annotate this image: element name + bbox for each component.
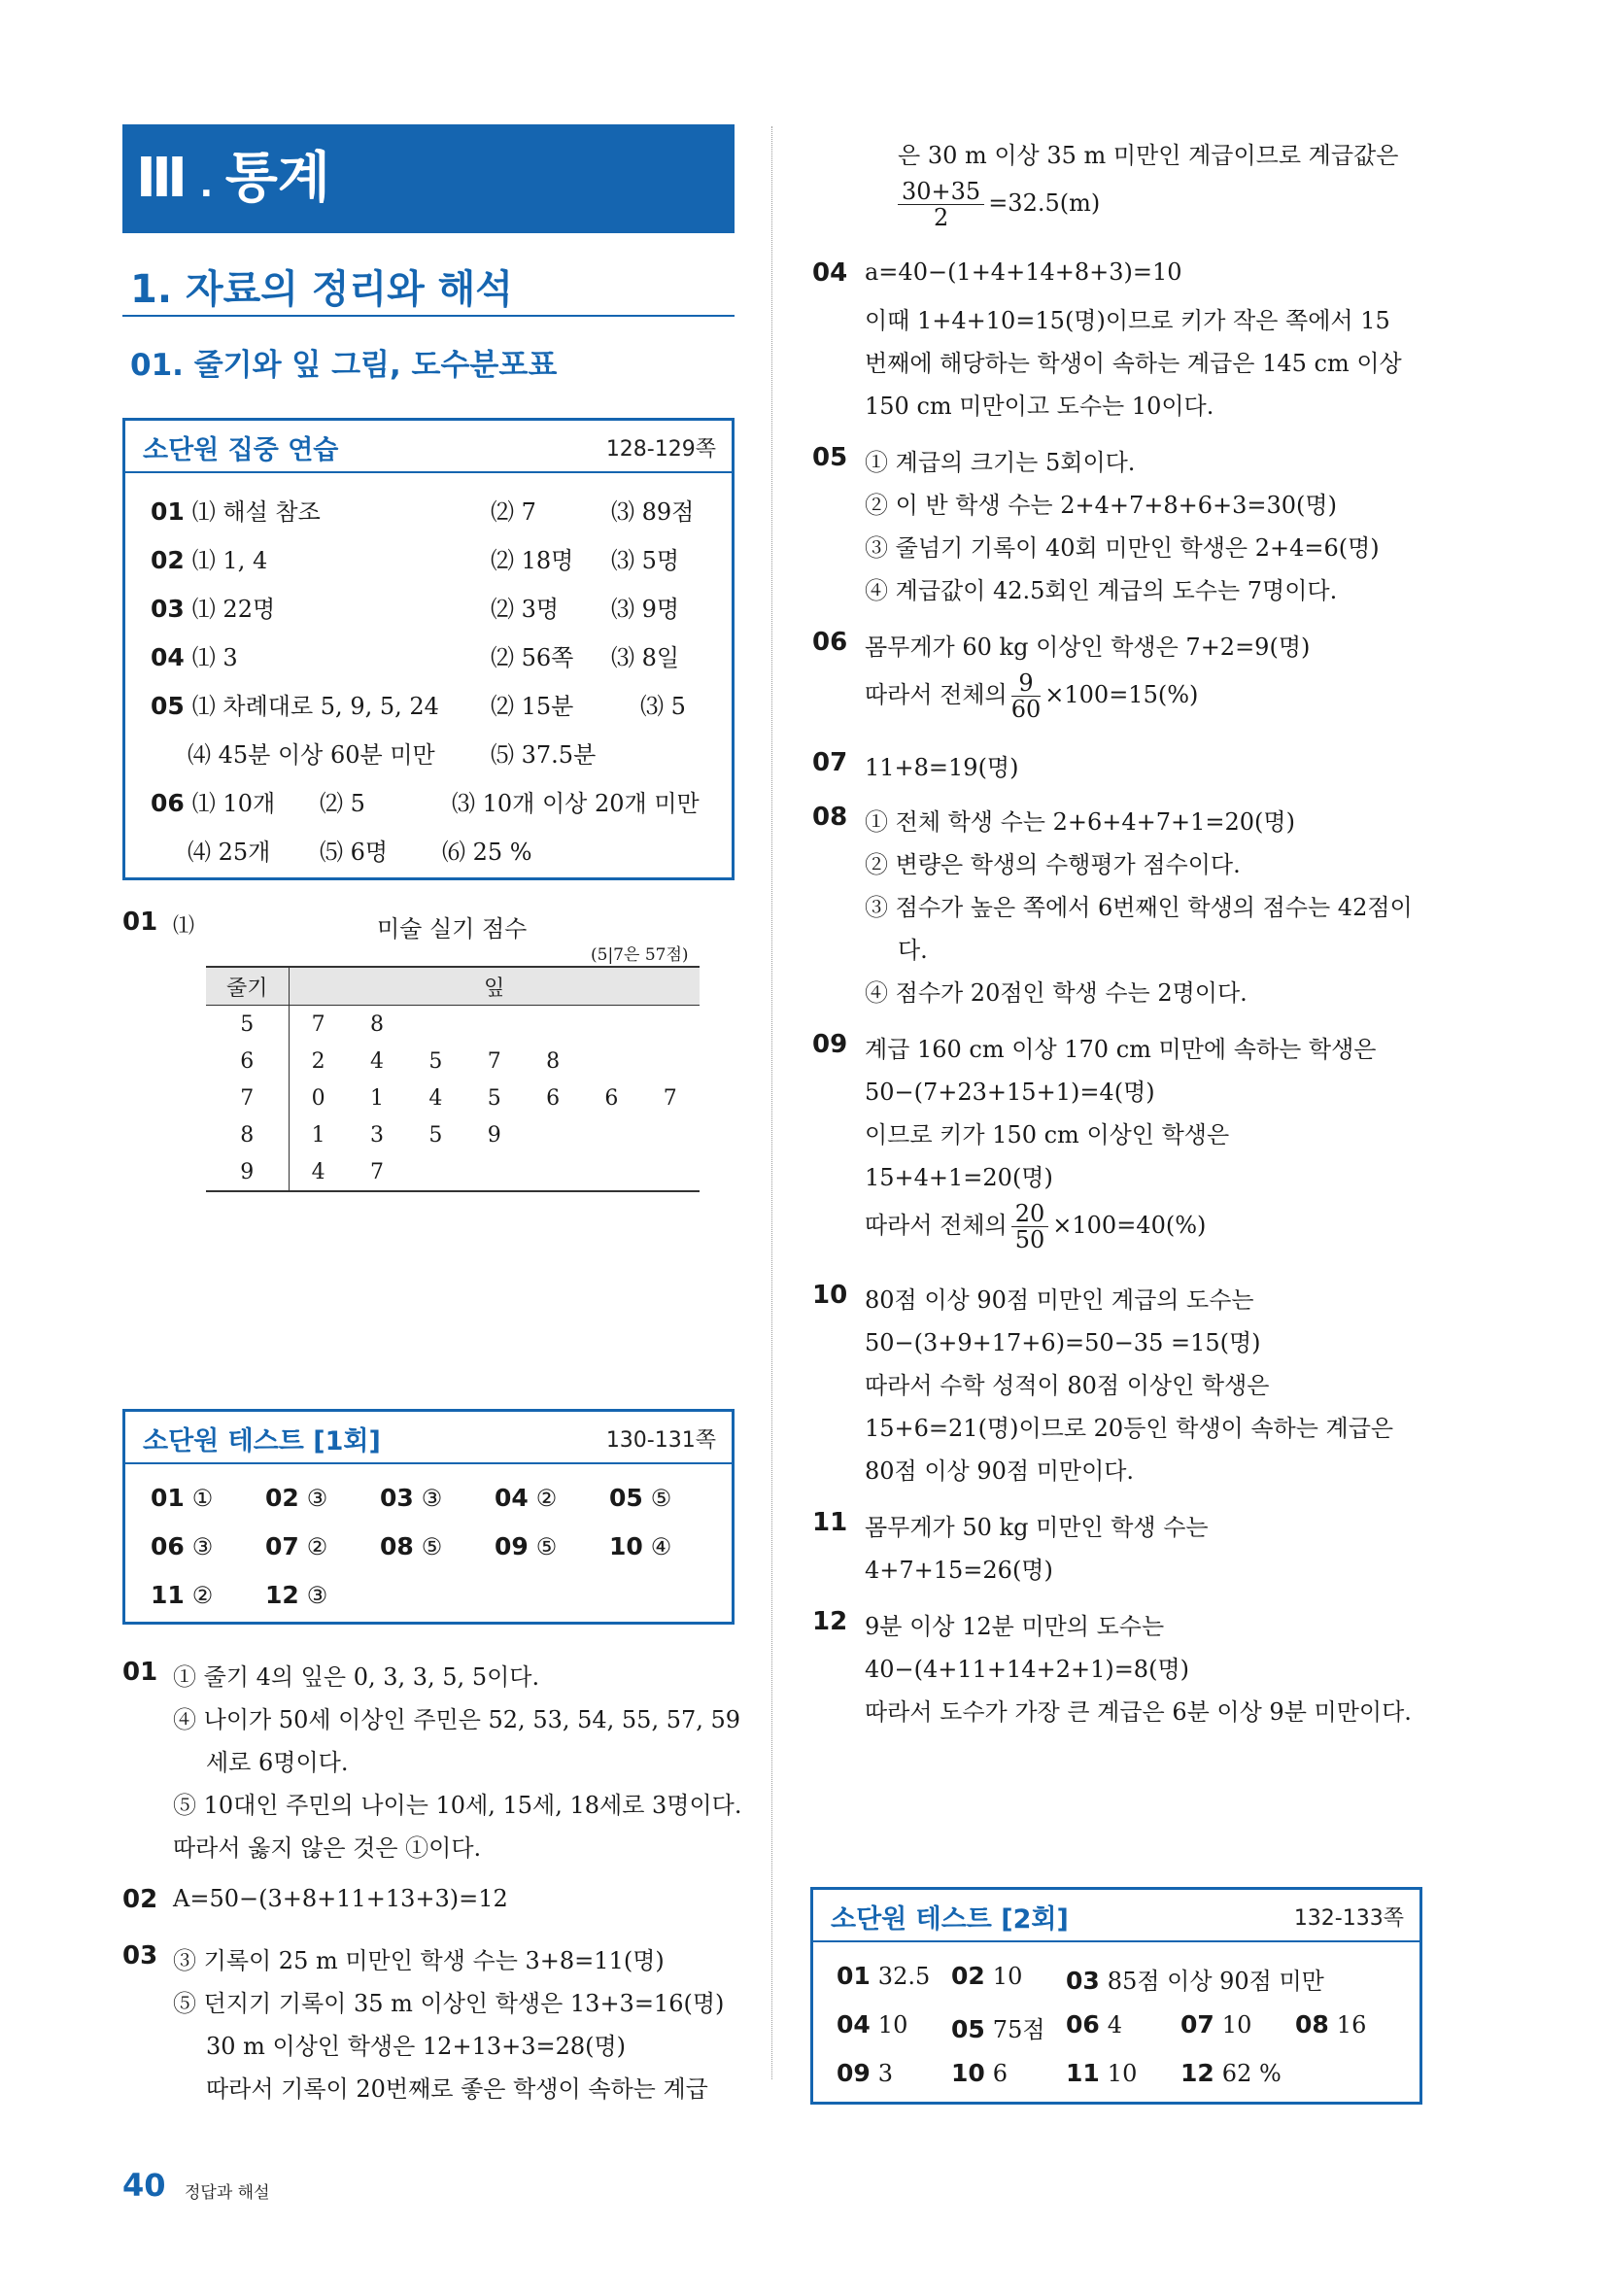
test1-answer-04: 04 ② [495,1484,558,1512]
test2-box [810,1887,1422,2105]
leaf-value: 9 [487,1122,501,1148]
test1-answer-10: 10 ④ [609,1532,672,1560]
sol05-line3: ③ 줄넘기 기록이 40회 미만인 학생은 2+4=6(명) [865,534,1380,562]
sol02-line1: A=50−(3+8+11+13+3)=12 [173,1885,508,1912]
stem-leaf-note: (5|7은 57점) [591,945,689,965]
stem-value: 8 [206,1116,289,1153]
leaf-value: 5 [428,1122,443,1148]
leaf-value: 7 [370,1159,385,1184]
sol09-line1: 계급 160 cm 이상 170 cm 미만에 속하는 학생은 [865,1036,1377,1063]
practice-row-04: 04 ⑴ 3 [151,643,238,671]
sol01-line5: 따라서 옳지 않은 것은 ①이다. [173,1834,482,1862]
leaf-value: 6 [546,1085,561,1111]
sol12-number: 12 [812,1607,848,1636]
leaf-value [641,1006,700,1044]
test1-box-title: 소단원 테스트 [1회] [143,1426,381,1456]
test2-answer-07: 07 10 [1180,2010,1252,2039]
test1-answer-05: 05 ⑤ [609,1484,672,1512]
leaf-value: 1 [311,1122,325,1148]
leaf-value [641,1043,700,1079]
sol05-line1: ① 계급의 크기는 5회이다. [865,449,1136,476]
test2-answer-08: 08 16 [1295,2010,1367,2039]
q01-part: ⑴ [173,914,195,939]
test2-box-title: 소단원 테스트 [2회] [831,1904,1069,1935]
test1-answer-06: 06 ③ [151,1532,214,1560]
practice-row-02: 02 ⑴ 1, 4 [151,546,268,574]
practice-row-06-b: ⑵ 5 [320,790,365,817]
sol06-number: 06 [812,628,848,657]
stem-value: 9 [206,1153,289,1191]
practice-row-01-c: ⑶ 89점 [611,498,695,526]
practice-box-header [125,421,732,473]
sol01-line3: 세로 6명이다. [206,1749,349,1776]
column-divider [771,126,772,2079]
leaf-value: 8 [370,1011,385,1037]
leaf-value: 5 [487,1085,501,1111]
test2-answer-04: 04 10 [837,2010,908,2039]
sol12-line3: 따라서 도수가 가장 큰 계급은 6분 이상 9분 미만이다. [865,1698,1412,1726]
leaf-value [524,1153,582,1191]
sol08-line1: ① 전체 학생 수는 2+6+4+7+1=20(명) [865,808,1295,836]
sol03-number: 03 [122,1941,158,1970]
sol06-line1: 몸무게가 60 kg 이상인 학생은 7+2=9(명) [865,634,1311,661]
sol01-line4: ⑤ 10대인 주민의 나이는 10세, 15세, 18세로 3명이다. [173,1792,742,1819]
sol10-line3: 따라서 수학 성적이 80점 이상인 학생은 [865,1372,1270,1399]
test1-answer-11: 11 ② [151,1581,214,1609]
practice-box-pages: 128-129쪽 [605,437,716,462]
leaf-value [582,1006,640,1044]
stem-leaf-table [206,966,700,1192]
leaf-value: 1 [370,1085,385,1111]
sol11-line2: 4+7+15=26(명) [865,1557,1053,1584]
sol03-cont-line1: 은 30 m 이상 35 m 미만인 계급이므로 계급값은 [898,142,1399,169]
sol08-line2: ② 변량은 학생의 수행평가 점수이다. [865,851,1241,878]
test2-answer-05: 05 75점 [951,2015,1045,2043]
chapter-header: Ⅲ . 통계 [122,124,735,233]
stem-value: 6 [206,1043,289,1079]
sol10-number: 10 [812,1281,848,1310]
sol08-number: 08 [812,803,848,832]
stem-header: 줄기 [206,967,289,1006]
test2-answer-11: 11 10 [1066,2059,1138,2087]
test1-answer-07: 07 ② [265,1532,328,1560]
leaf-value: 7 [311,1011,325,1037]
sol10-line5: 80점 이상 90점 미만이다. [865,1457,1135,1485]
sol09-line5: 따라서 전체의 $\frac{20}{50}$ ×100=40(%) [865,1200,1207,1253]
section-divider [122,315,735,317]
practice-row-02-c: ⑶ 5명 [611,547,680,574]
test1-box-header [125,1412,732,1464]
practice-row-06: 06 ⑴ 10개 [151,789,276,817]
leaf-value [524,1006,582,1044]
practice-row-05-d: ⑷ 45분 이상 60분 미만 [188,741,435,769]
stem-value: 7 [206,1079,289,1116]
sol12-line1: 9분 이상 12분 미만의 도수는 [865,1613,1165,1640]
practice-row-03: 03 ⑴ 22명 [151,595,276,623]
test2-answer-12: 12 62 % [1180,2059,1282,2087]
practice-row-05-c: ⑶ 5 [640,693,686,720]
test1-box-pages: 130-131쪽 [605,1428,716,1453]
leaf-value [641,1153,700,1191]
practice-row-03-c: ⑶ 9명 [611,596,680,623]
test2-box-pages: 132-133쪽 [1293,1906,1404,1931]
sol10-line4: 15+6=21(명)이므로 20등인 학생이 속하는 계급은 [865,1415,1394,1442]
leaf-value [406,1006,464,1044]
leaf-value: 5 [428,1048,443,1074]
leaf-value [465,1153,524,1191]
leaf-value: 6 [604,1085,619,1111]
stem-leaf-row [206,1079,700,1116]
sol09-fraction: $\frac{20}{50}$ [1011,1201,1049,1252]
practice-row-05-e: ⑸ 37.5분 [491,741,597,769]
leaf-header: 잎 [484,976,505,1001]
leaf-value [406,1153,464,1191]
test2-box-header [813,1890,1419,1942]
sol05-line2: ② 이 반 학생 수는 2+4+7+8+6+3=30(명) [865,492,1337,519]
leaf-value: 4 [370,1048,385,1074]
test1-answer-12: 12 ③ [265,1581,328,1609]
practice-row-03-b: ⑵ 3명 [491,596,560,623]
sol07-number: 07 [812,748,848,777]
test2-answer-02: 02 10 [951,1962,1023,1990]
sol09-line2: 50−(7+23+15+1)=4(명) [865,1079,1155,1106]
leaf-value [582,1153,640,1191]
stem-leaf-header [206,967,700,1006]
stem-leaf-row [206,1006,700,1044]
practice-row-06-f: ⑹ 25 % [442,839,532,866]
stem-leaf-row [206,1153,700,1191]
test1-answer-08: 08 ⑤ [380,1532,443,1560]
sol04-line3: 번째에 해당하는 학생이 속하는 계급은 145 cm 이상 [865,350,1402,377]
leaf-value [524,1116,582,1153]
test2-answer-09: 09 3 [837,2059,894,2087]
sol02-number: 02 [122,1885,158,1914]
sol01-line2: ④ 나이가 50세 이상인 주민은 52, 53, 54, 55, 57, 59 [173,1706,741,1733]
sol09-line3: 이므로 키가 150 cm 이상인 학생은 [865,1121,1230,1148]
sol05-number: 05 [812,443,848,472]
footer-label: 정답과 해설 [185,2183,270,2203]
leaf-value: 4 [311,1159,325,1184]
sol03-line3: 30 m 이상인 학생은 12+13+3=28(명) [206,2033,627,2060]
sol08-line5: ④ 점수가 20점인 학생 수는 2명이다. [865,979,1248,1007]
test2-answer-03: 03 85점 이상 90점 미만 [1066,1967,1324,1995]
practice-box-title: 소단원 집중 연습 [143,435,339,465]
test1-answer-03: 03 ③ [380,1484,443,1512]
practice-row-06-c: ⑶ 10개 이상 20개 미만 [452,790,700,817]
practice-row-06-d: ⑷ 25개 [188,839,271,866]
q01-number: 01 [122,908,158,937]
practice-row-06-e: ⑸ 6명 [320,839,389,866]
stem-leaf-plot [206,966,700,1192]
test1-answer-09: 09 ⑤ [495,1532,558,1560]
practice-row-02-b: ⑵ 18명 [491,547,574,574]
sol11-number: 11 [812,1508,848,1537]
sol11-line1: 몸무게가 50 kg 미만인 학생 수는 [865,1514,1209,1541]
leaf-value: 2 [311,1048,325,1074]
practice-row-04-b: ⑵ 56쪽 [491,644,574,671]
practice-row-01: 01 ⑴ 해설 참조 [151,497,321,526]
sol03-line4: 따라서 기록이 20번째로 좋은 학생이 속하는 계급 [206,2075,708,2103]
stem-leaf-row [206,1116,700,1153]
sol03-line2: ⑤ 던지기 기록이 35 m 이상인 학생은 13+3=16(명) [173,1990,725,2017]
test1-box [122,1409,735,1625]
chapter-title: 통계 [224,147,330,210]
sol09-line4: 15+4+1=20(명) [865,1164,1053,1191]
chapter-roman: Ⅲ [136,147,188,210]
stem-leaf-row [206,1043,700,1079]
practice-row-01-b: ⑵ 7 [491,498,536,526]
sol04-line4: 150 cm 미만이고 도수는 10이다. [865,393,1214,420]
practice-row-05-b: ⑵ 15분 [491,693,574,720]
test2-answer-06: 06 4 [1066,2010,1123,2039]
leaf-value [641,1116,700,1153]
leaf-value [465,1006,524,1044]
practice-box [122,418,735,880]
stem-leaf-caption: 미술 실기 점수 [377,915,528,942]
test2-answer-10: 10 6 [951,2059,1009,2087]
sol03-fraction: $\frac{30+35}{2}$ [898,179,984,230]
subsection-title: 01. 줄기와 잎 그림, 도수분포표 [130,348,558,383]
sol04-line1: a=40−(1+4+14+8+3)=10 [865,258,1182,286]
practice-row-04-c: ⑶ 8일 [611,644,680,671]
stem-value: 5 [206,1006,289,1044]
leaf-value [582,1116,640,1153]
sol01-line1: ① 줄기 4의 잎은 0, 3, 3, 5, 5이다. [173,1663,540,1691]
page-number: 40 [122,2167,166,2204]
leaf-value: 7 [663,1085,677,1111]
section-title: 1. 자료의 정리와 해석 [130,267,513,312]
sol08-line3: ③ 점수가 높은 쪽에서 6번째인 학생의 점수는 42점이 [865,894,1413,921]
sol03-cont-line2: $\frac{30+35}{2}$ =32.5(m) [894,179,1100,230]
leaf-value: 4 [428,1085,443,1111]
sol06-fraction: $\frac{9}{60}$ [1010,669,1042,723]
sol04-number: 04 [812,258,848,288]
leaf-value: 7 [487,1048,501,1074]
practice-row-05: 05 ⑴ 차례대로 5, 9, 5, 24 [151,692,439,720]
test2-answer-01: 01 32.5 [837,1962,931,1990]
leaf-value: 3 [370,1122,385,1148]
sol09-number: 09 [812,1030,848,1059]
leaf-value: 8 [546,1048,561,1074]
sol03-line1: ③ 기록이 25 m 미만인 학생 수는 3+8=11(명) [173,1947,665,1974]
sol10-line1: 80점 이상 90점 미만인 계급의 도수는 [865,1286,1254,1314]
sol01-number: 01 [122,1658,158,1687]
leaf-value [582,1043,640,1079]
leaf-value: 0 [311,1085,325,1111]
test1-answer-02: 02 ③ [265,1484,328,1512]
sol07-line1: 11+8=19(명) [865,754,1019,781]
sol10-line2: 50−(3+9+17+6)=50−35 =15(명) [865,1329,1261,1356]
test1-answer-01: 01 ① [151,1484,214,1512]
sol04-line2: 이때 1+4+10=15(명)이므로 키가 작은 쪽에서 15 [865,307,1390,334]
sol08-line4: 다. [898,937,928,964]
sol06-line2: 따라서 전체의 $\frac{9}{60}$ ×100=15(%) [865,669,1199,723]
sol12-line2: 40−(4+11+14+2+1)=8(명) [865,1656,1189,1683]
sol05-line4: ④ 계급값이 42.5회인 계급의 도수는 7명이다. [865,577,1338,604]
